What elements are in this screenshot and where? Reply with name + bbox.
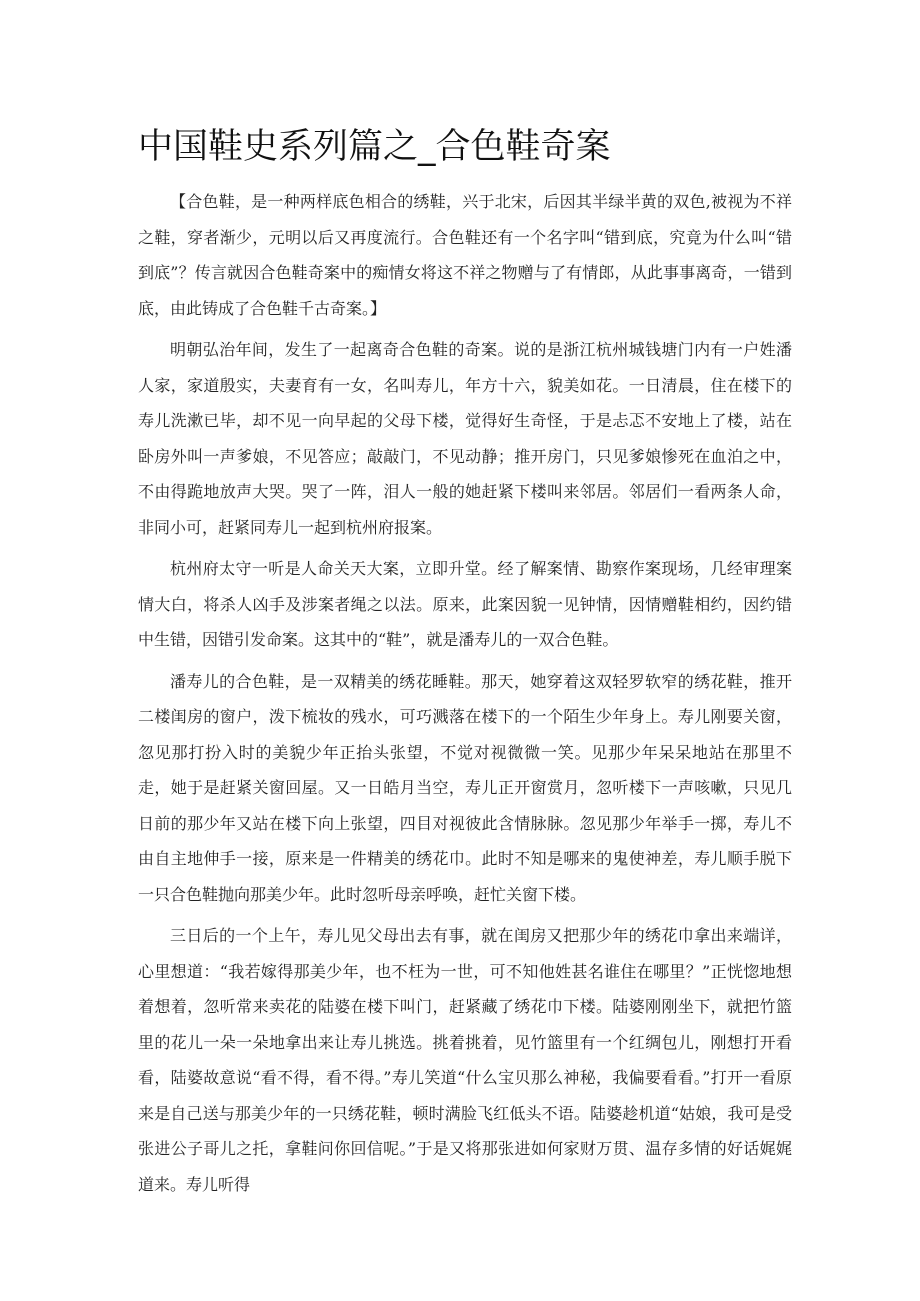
document-title: 中国鞋史系列篇之_合色鞋奇案	[138, 127, 611, 167]
paragraph-intro: 【合色鞋，是一种两样底色相合的绣鞋，兴于北宋，后因其半绿半黄的双色,被视为不祥之鞋，穿者渐少，元明以后又再度流行。合色鞋还有一个名字叫“错到底，究竟为什么叫“错到底”？传言就因合色鞋奇案中的痴情女将这不祥之物赠与了有情郎，从此事事离奇，一错到底，由此铸成了合色鞋千古奇案。】	[138, 192, 792, 318]
paragraph-3: 潘寿儿的合色鞋，是一双精美的绣花睡鞋。那天，她穿着这双轻罗软窄的绣花鞋，推开二楼闺房的窗户，泼下梳妆的残水，可巧溅落在楼下的一个陌生少年身上。寿儿刚要关窗，忽见那打扮入时的美貌少年正抬头张望，不觉对视微微一笑。见那少年呆呆地站在那里不走，她于是赶紧关窗回屋。又一日皓月当空，寿儿正开窗赏月，忽听楼下一声咳嗽，只见几日前的那少年又站在楼下向上张望，四目对视彼此含情脉脉。忽见那少年举手一掷，寿儿不由自主地伸手一接，原来是一件精美的绣花巾。此时不知是哪来的鬼使神差，寿儿顺手脱下一只合色鞋抛向那美少年。此时忽听母亲呼唤，赶忙关窗下楼。	[138, 671, 792, 904]
document-body	[138, 184, 792, 1208]
paragraph-2: 杭州府太守一听是人命关天大案，立即升堂。经了解案情、勘察作案现场，几经审理案情大白，将杀人凶手及涉案者绳之以法。原来，此案因貌一见钟情，因情赠鞋相约，因约错中生错，因错引发命案。这其中的“鞋”，就是潘寿儿的一双合色鞋。	[138, 559, 792, 649]
paragraph-4: 三日后的一个上午，寿儿见父母出去有事，就在闺房又把那少年的绣花巾拿出来端详，心里想道：“我若嫁得那美少年，也不枉为一世，可不知他姓甚名谁住在哪里？”正恍惚地想着想着，忽听常来卖花的陆婆在楼下叫门，赶紧藏了绣花巾下楼。陆婆刚刚坐下，就把竹篮里的花儿一朵一朵地拿出来让寿儿挑选。挑着挑着，见竹篮里有一个红绸包儿，刚想打开看看，陆婆故意说“看不得，看不得。”寿儿笑道“什么宝贝那么神秘，我偏要看看。”打开一看原来是自己送与那美少年的一只绣花鞋，顿时满脸飞红低头不语。陆婆趁机道“姑娘，我可是受张进公子哥儿之托，拿鞋问你回信呢。”于是又将那张进如何家财万贯、温存多情的好话娓娓道来。寿儿听得	[138, 926, 792, 1194]
paragraph-1: 明朝弘治年间，发生了一起离奇合色鞋的奇案。说的是浙江杭州城钱塘门内有一户姓潘人家，家道殷实，夫妻育有一女，名叫寿儿，年方十六，貌美如花。一日清晨，住在楼下的寿儿洗漱已毕，却不见一向早起的父母下楼，觉得好生奇怪，于是忐忑不安地上了楼，站在卧房外叫一声爹娘，不见答应；敲敲门，不见动静；推开房门，只见爹娘惨死在血泊之中，不由得跪地放声大哭。哭了一阵，泪人一般的她赶紧下楼叫来邻居。邻居们一看两条人命，非同小可，赶紧同寿儿一起到杭州府报案。	[138, 340, 792, 537]
